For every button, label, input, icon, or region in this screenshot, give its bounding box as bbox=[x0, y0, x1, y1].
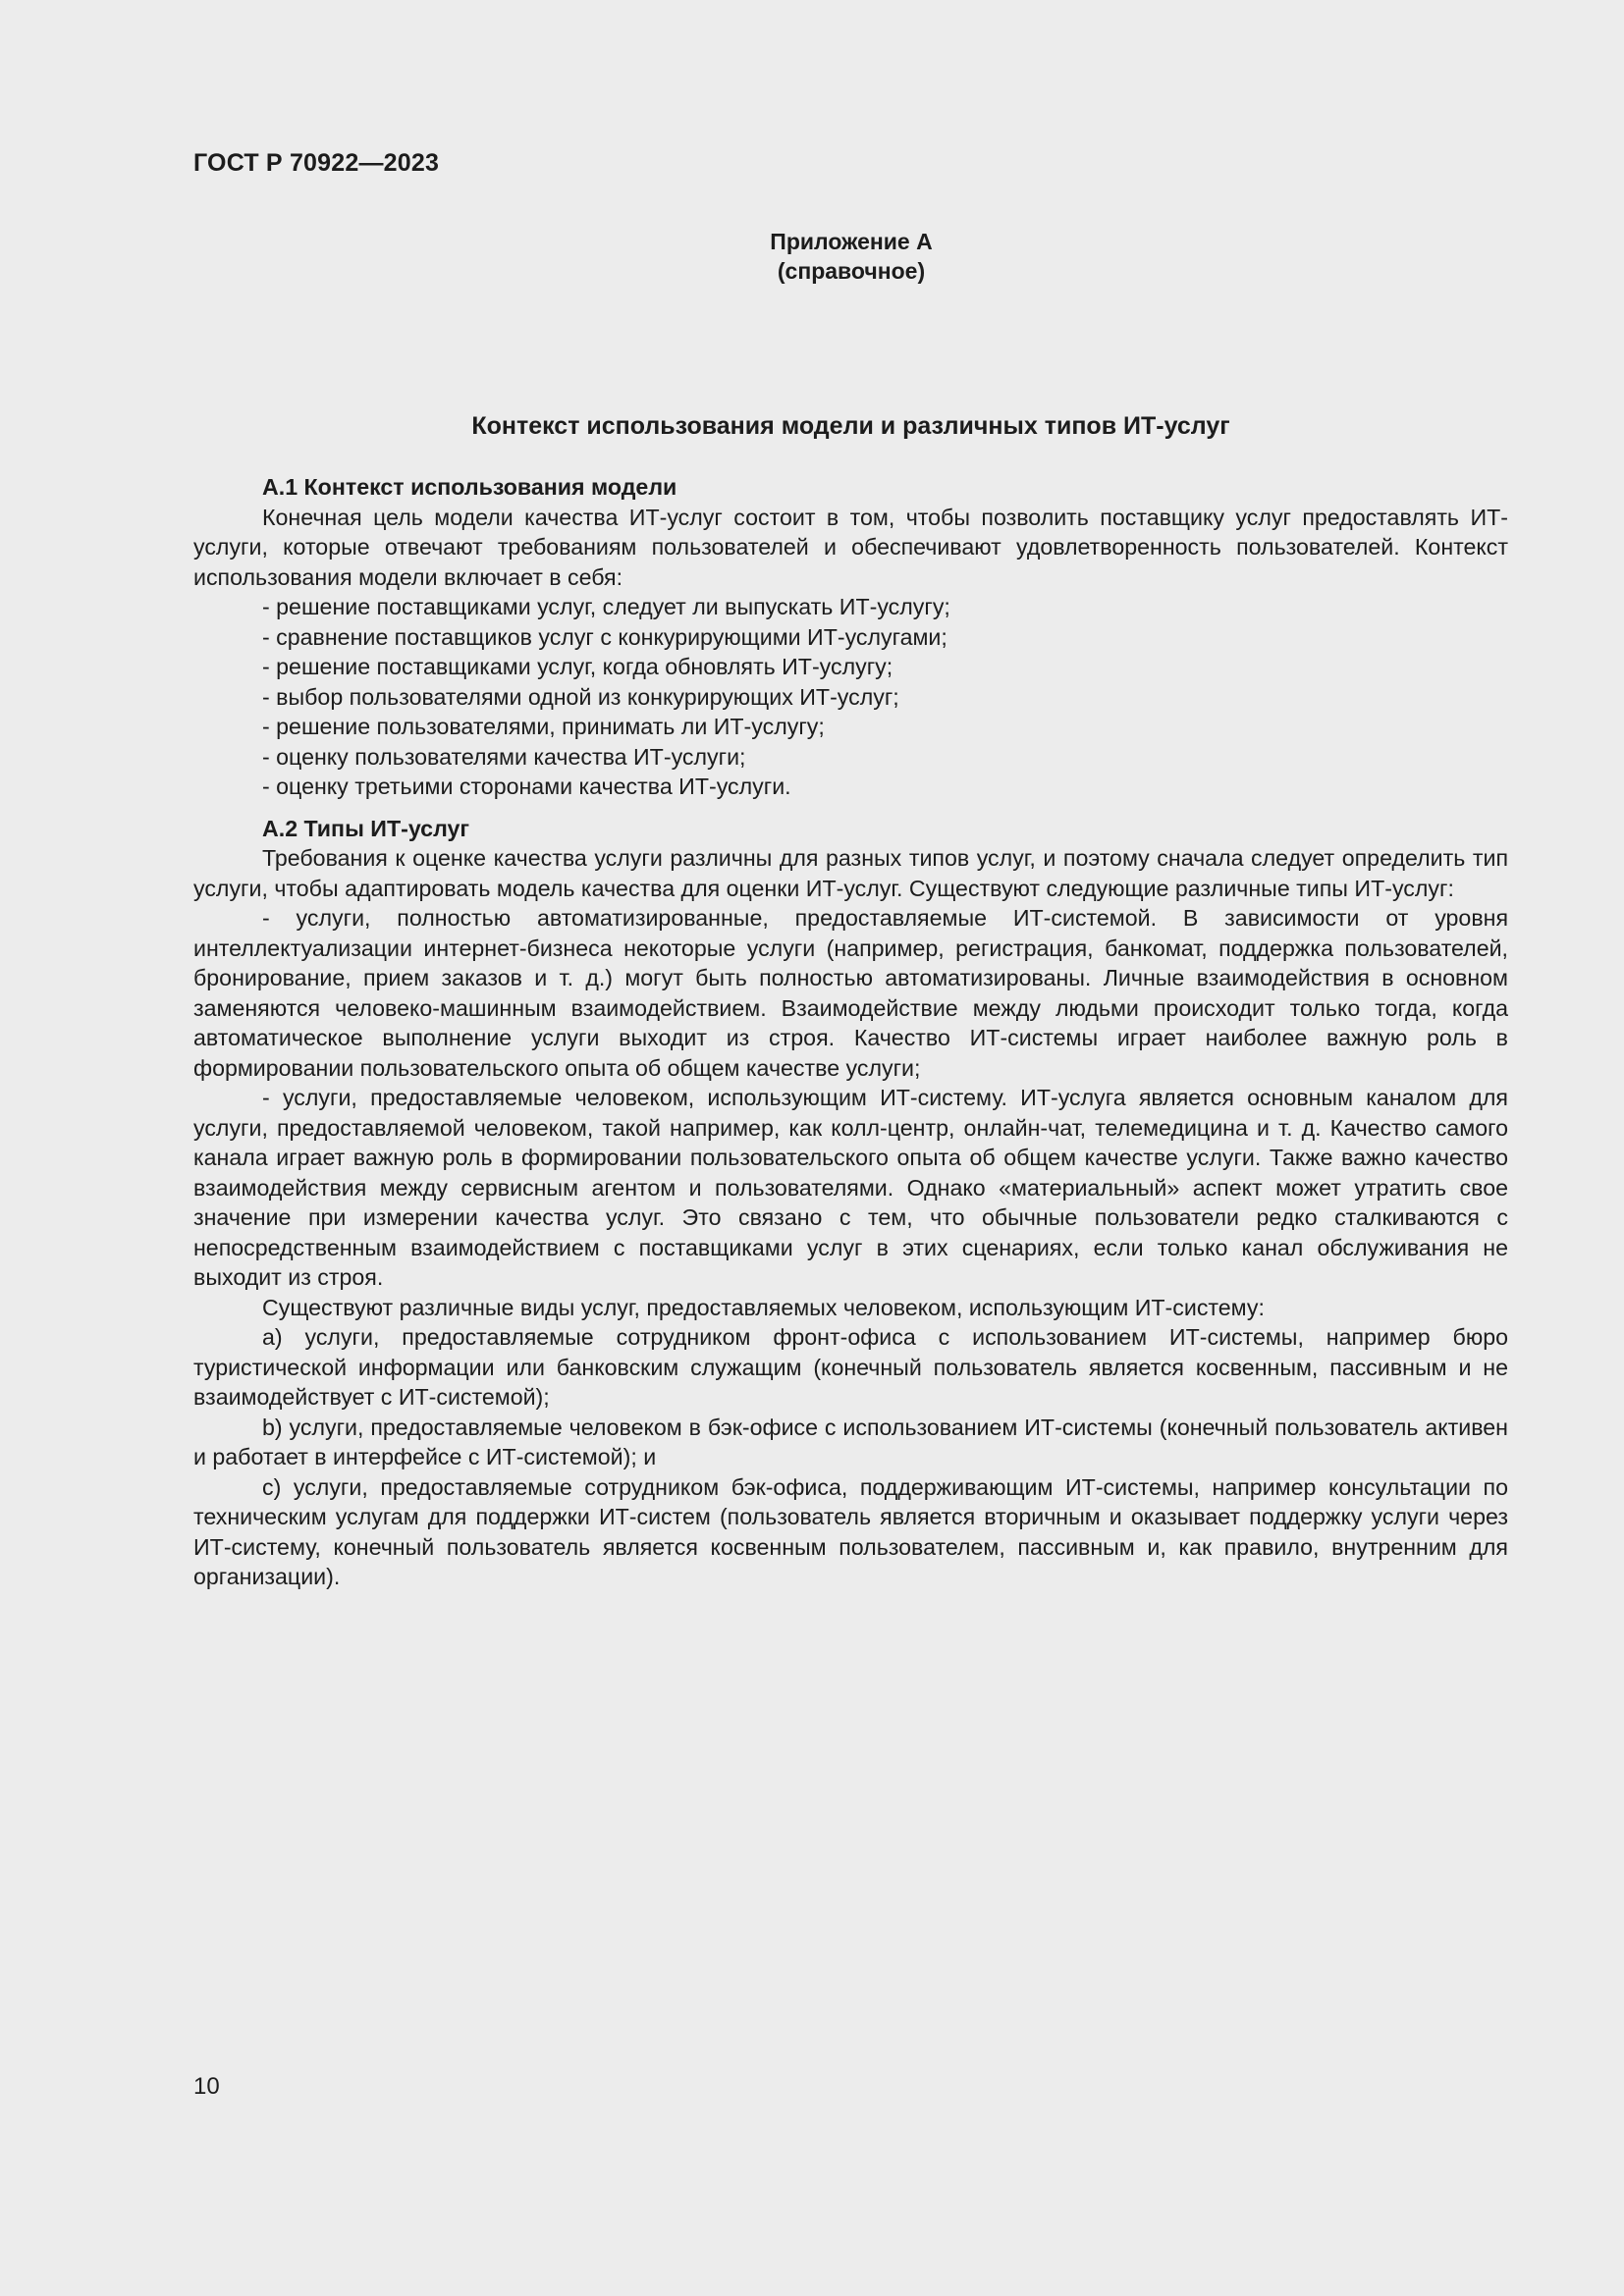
appendix-title: Приложение А bbox=[770, 229, 933, 254]
appendix-heading bbox=[0, 227, 1624, 286]
list-item: - решение поставщиками услуг, когда обновлять ИТ-услугу; bbox=[262, 654, 893, 679]
list-item: - выбор пользователями одной из конкурирующих ИТ-услуг; bbox=[262, 683, 899, 710]
document-body bbox=[193, 472, 1508, 1592]
paragraph: Конечная цель модели качества ИТ-услуг состоит в том, чтобы позволить поставщику услуг предоставлять ИТ-услуги, которые отвечают требованиям пользователей и обеспечивают удовлетворенность пользователей. Контекст использования модели включает в себя: bbox=[193, 504, 1508, 590]
paragraph: Требования к оценке качества услуги различны для разных типов услуг, и поэтому сначала следует определить тип услуги, чтобы адаптировать модель качества для оценки ИТ-услуг. Существуют следующие различные типы ИТ-услуг: bbox=[193, 845, 1508, 901]
list-item: - оценку третьими сторонами качества ИТ-услуги. bbox=[262, 774, 791, 799]
list-item: - сравнение поставщиков услуг с конкурирующими ИТ-услугами; bbox=[262, 623, 947, 650]
list-item: - решение пользователями, принимать ли ИТ-услугу; bbox=[262, 714, 825, 739]
paragraph: Существуют различные виды услуг, предоставляемых человеком, использующим ИТ-систему: bbox=[262, 1294, 1265, 1320]
section-title: Контекст использования модели и различных типов ИТ-услуг bbox=[471, 412, 1230, 440]
paragraph: - услуги, предоставляемые человеком, использующим ИТ-систему. ИТ-услуга является основным каналом для услуги, предоставляемой человеком, такой например, как колл-центр, онлайн-чат, телемедицина и т. д. Качество самого канала играет важную роль в формировании пользовательского опыта об общем качестве услуги. Также важно качество взаимодействия между сервисным агентом и пользователями. Однако «материальный» аспект может утратить свое значение при измерении качества услуг. Это связано с тем, что обычные пользователи редко сталкиваются с непосредственным взаимодействием с поставщиками услуг в этих сценариях, если только канал обслуживания не выходит из строя. bbox=[193, 1085, 1508, 1290]
document-code: ГОСТ Р 70922—2023 bbox=[193, 149, 440, 177]
list-item: - решение поставщиками услуг, следует ли выпускать ИТ-услугу; bbox=[262, 594, 950, 619]
appendix-subtitle: (справочное) bbox=[777, 258, 926, 284]
paragraph: a) услуги, предоставляемые сотрудником фронт-офиса с использованием ИТ-системы, например бюро туристической информации или банковским служащим (конечный пользователь является косвенным, пассивным и не взаимодействует с ИТ-системой); bbox=[193, 1324, 1508, 1410]
list-item: - оценку пользователями качества ИТ-услуги; bbox=[262, 743, 746, 770]
paragraph: b) услуги, предоставляемые человеком в бэк-офисе с использованием ИТ-системы (конечный пользователь активен и работает в интерфейсе с ИТ-системой); и bbox=[193, 1414, 1508, 1469]
paragraph: c) услуги, предоставляемые сотрудником бэк-офиса, поддерживающим ИТ-системы, например консультации по техническим услугам для поддержки ИТ-систем (пользователь является вторичным и оказывает поддержку услуги через ИТ-систему, конечный пользователь является косвенным пользователем, пассивным и, как правило, внутренним для организации). bbox=[193, 1473, 1508, 1589]
page-number: 10 bbox=[193, 2073, 220, 2100]
paragraph: - услуги, полностью автоматизированные, предоставляемые ИТ-системой. В зависимости от уровня интеллектуализации интернет-бизнеса некоторые услуги (например, регистрация, банкомат, поддержка пользователей, бронирование, прием заказов и т. д.) могут быть полностью автоматизированы. Личные взаимодействия в основном заменяются человеко-машинным взаимодействием. Взаимодействие между людьми происходит только тогда, когда автоматическое выполнение услуги выходит из строя. Качество ИТ-системы играет наиболее важную роль в формировании пользовательского опыта об общем качестве услуги; bbox=[193, 905, 1508, 1081]
subsection-heading-a2: А.2 Типы ИТ-услуг bbox=[262, 815, 470, 841]
subsection-heading-a1: А.1 Контекст использования модели bbox=[262, 474, 677, 500]
